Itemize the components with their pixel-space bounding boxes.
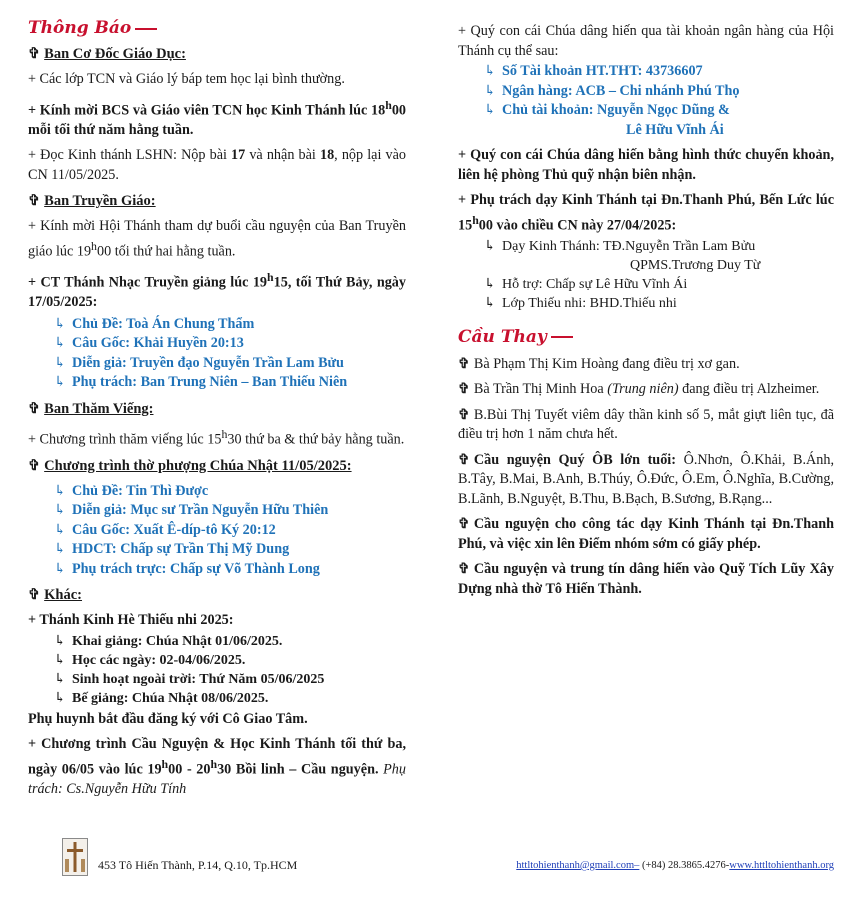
heading-ban-co-doc-giao-duc: ✞ Ban Cơ Đốc Giáo Dục: bbox=[28, 46, 186, 62]
teaching-duty-list bbox=[458, 237, 834, 313]
prayer-item: ✞ Bà Trần Thị Minh Hoa (Trung niên) đang điều trị Alzheimer. bbox=[458, 380, 834, 400]
list-item: ↳ Lớp Thiếu nhi: BHD.Thiếu nhi bbox=[484, 295, 677, 311]
cross-icon: ✞ bbox=[28, 46, 41, 62]
arrow-icon: ↳ bbox=[54, 354, 66, 371]
list-item: ↳ Khai giảng: Chúa Nhật 01/06/2025. bbox=[54, 633, 283, 649]
heading-ban-tham-vieng: ✞ Ban Thăm Viếng: bbox=[28, 400, 154, 417]
cross-icon: ✞ bbox=[458, 355, 470, 372]
section-title-thong-bao: Thông Báo bbox=[28, 18, 157, 38]
prayer-item: ✞ Cầu nguyện và trung tín dâng hiến vào Quỹ Tích Lũy Xây Dựng nhà thờ Tô Hiến Thành. bbox=[458, 561, 834, 597]
arrow-icon: ↳ bbox=[54, 502, 66, 519]
church-logo bbox=[62, 838, 88, 876]
arrow-icon: ↳ bbox=[484, 276, 496, 292]
list-item: ↳ Câu Gốc: Khải Huyền 20:13 bbox=[54, 334, 406, 354]
notice-bcs-bible-study: + Kính mời BCS và Giáo viên TCN học Kinh Thánh lúc 18$^h$00 mỗi tối thứ năm hằng tuần. bbox=[28, 97, 406, 138]
prayer-item: ✞ Cầu nguyện cho công tác dạy Kinh Thánh tại Đn.Thanh Phú, và việc xin lên Điểm nhóm sớm có giấy phép. bbox=[458, 516, 834, 552]
cross-icon: ✞ bbox=[458, 381, 470, 398]
list-item: ↳ Diễn giả: Truyền đạo Nguyễn Trần Lam Bửu bbox=[54, 354, 406, 374]
arrow-icon: ↳ bbox=[54, 652, 66, 668]
arrow-icon: ↳ bbox=[54, 374, 66, 391]
summer-bible-list bbox=[28, 632, 406, 708]
phone-number: (+84) 28.3865.4276- bbox=[639, 860, 730, 871]
cross-icon: ✞ bbox=[28, 193, 41, 210]
list-item: ↳ Số Tài khoản HT.THT: 43736607 bbox=[484, 62, 834, 82]
list-item: ↳ Ngân hàng: ACB – Chi nhánh Phú Thọ bbox=[484, 82, 834, 102]
arrow-icon: ↳ bbox=[54, 482, 66, 499]
account-holder-cont: Lê Hữu Vĩnh Ái bbox=[626, 121, 724, 138]
list-item: ↳ Câu Gốc: Xuất Ê-díp-tô Ký 20:12 bbox=[54, 521, 406, 541]
cross-icon: ✞ bbox=[458, 451, 470, 468]
arrow-icon: ↳ bbox=[54, 335, 66, 352]
list-item: ↳ Hỗ trợ: Chấp sự Lê Hữu Vĩnh Ái bbox=[484, 276, 688, 292]
prayer-item: ✞ B.Bùi Thị Tuyết viêm dây thần kinh số 5, mắt giựt liên tục, đã điều trị hơn 1 năm chưa hết. bbox=[458, 406, 834, 443]
notice-parent-registration: Phụ huynh bắt đầu đăng ký với Cô Giao Tâm. bbox=[28, 710, 308, 727]
left-column bbox=[28, 0, 406, 806]
cross-icon: ✞ bbox=[458, 516, 470, 533]
arrow-icon: ↳ bbox=[54, 315, 66, 332]
list-item: ↳ Chủ Đề: Tin Thì Được bbox=[54, 482, 406, 502]
cross-icon: ✞ bbox=[458, 406, 470, 423]
arrow-icon: ↳ bbox=[54, 633, 66, 649]
footer bbox=[62, 838, 834, 878]
cross-icon: ✞ bbox=[458, 561, 470, 578]
cross-icon: ✞ bbox=[28, 400, 41, 417]
list-item: ↳ Chủ Đề: Toà Án Chung Thẩm bbox=[54, 315, 406, 335]
list-item: ↳ Bế giảng: Chúa Nhật 08/06/2025. bbox=[54, 690, 269, 706]
cross-icon: ✞ bbox=[28, 457, 41, 474]
worship-program-list bbox=[28, 482, 406, 580]
list-item: ↳ Học các ngày: 02-04/06/2025. bbox=[54, 652, 246, 668]
email-link[interactable]: httltohienthanh@gmail.com– bbox=[516, 860, 640, 871]
list-item: ↳ Phụ trách: Ban Trung Niên – Ban Thiếu Niên bbox=[54, 373, 406, 393]
notice-bank-transfer: + Quý con cái Chúa dâng hiến qua tài khoản ngân hàng của Hội Thánh cụ thể sau: bbox=[458, 23, 834, 59]
prayer-item: ✞ Cầu nguyện Quý ÔB lớn tuổi: Ô.Nhơn, Ô.Khải, B.Ánh, B.Tây, B.Mai, B.Anh, B.Thúy, Ô.Đức, Ô.Em, Ô.Nghĩa, B.Cường, B.Lãnh, B.Nguyệt, B.Thu, B.Bạch, B.Sương, B.Rạng... bbox=[458, 451, 834, 507]
arrow-icon: ↳ bbox=[484, 295, 496, 311]
notice-summer-bible: + Thánh Kinh Hè Thiếu nhi 2025: bbox=[28, 612, 234, 629]
arrow-icon: ↳ bbox=[54, 671, 66, 687]
list-item: ↳ HDCT: Chấp sự Trần Thị Mỹ Dung bbox=[54, 540, 406, 560]
heading-khac: ✞ Khác: bbox=[28, 587, 83, 604]
notice-tuesday-prayer: + Chương trình Cầu Nguyện & Học Kinh Thánh tối thứ ba, ngày 06/05 vào lúc 19$^h$00 - 20$^h$30 Bồi linh – Cầu nguyện. Phụ trách: Cs.Nguyễn Hữu Tính bbox=[28, 736, 406, 798]
list-item: ↳ Diễn giả: Mục sư Trần Nguyễn Hữu Thiên bbox=[54, 501, 406, 521]
notice-treasurer: + Quý con cái Chúa dâng hiến bằng hình thức chuyển khoản, liên hệ phòng Thủ quỹ nhận biên nhận. bbox=[458, 147, 834, 183]
list-item: QPMS.Trương Duy Từ bbox=[630, 257, 761, 273]
right-column bbox=[458, 0, 834, 605]
website-link[interactable]: www.httltohienthanh.org bbox=[729, 860, 834, 871]
list-item: ↳ Dạy Kinh Thánh: TĐ.Nguyễn Trần Lam Bửu bbox=[484, 238, 756, 254]
arrow-icon: ↳ bbox=[54, 521, 66, 538]
contact-info bbox=[516, 860, 834, 871]
bank-info-list bbox=[458, 62, 834, 140]
list-item: ↳ Chủ tài khoản: Nguyễn Ngọc Dũng & bbox=[484, 101, 834, 121]
arrow-icon: ↳ bbox=[484, 102, 496, 118]
arrow-icon: ↳ bbox=[54, 690, 66, 706]
notice-prayer-meeting: + Kính mời Hội Thánh tham dự buổi cầu nguyện của Ban Truyền giáo lúc 19$^h$00 tối thứ hai hằng tuần. bbox=[28, 218, 406, 260]
arrow-icon: ↳ bbox=[484, 82, 496, 99]
notice-lshn-reading: + Đọc Kinh thánh LSHN: Nộp bài 17 và nhận bài 18, nộp lại vào CN 11/05/2025. bbox=[28, 147, 406, 183]
heading-ban-truyen-giao: ✞ Ban Truyền Giáo: bbox=[28, 193, 156, 210]
music-program-list bbox=[28, 315, 406, 393]
section-title-cau-thay: Cầu Thay bbox=[458, 327, 573, 347]
notice-music-program: + CT Thánh Nhạc Truyền giảng lúc 19$^h$15, tối Thứ Bảy, ngày 17/05/2025: bbox=[28, 269, 406, 311]
notice-tcn-classes: + Các lớp TCN và Giáo lý báp tem học lại bình thường. bbox=[28, 71, 345, 87]
notice-teaching-duty: + Phụ trách dạy Kinh Thánh tại Đn.Thanh Phú, Bến Lức lúc 15$^h$00 vào chiều CN này 27/04/2025: bbox=[458, 192, 834, 234]
arrow-icon: ↳ bbox=[54, 560, 66, 577]
arrow-icon: ↳ bbox=[484, 238, 496, 254]
arrow-icon: ↳ bbox=[484, 63, 496, 79]
church-address: 453 Tô Hiến Thành, P.14, Q.10, Tp.HCM bbox=[98, 858, 298, 872]
list-item: ↳ Phụ trách trực: Chấp sự Võ Thành Long bbox=[54, 560, 406, 580]
heading-worship-program: ✞ Chương trình thờ phượng Chúa Nhật 11/05/2025: bbox=[28, 457, 352, 474]
list-item: ↳ Sinh hoạt ngoài trời: Thứ Năm 05/06/2025 bbox=[54, 671, 325, 687]
prayer-item: ✞ Bà Phạm Thị Kim Hoàng đang điều trị xơ gan. bbox=[458, 355, 834, 375]
notice-visiting: + Chương trình thăm viếng lúc 15$^h$30 thứ ba & thứ bảy hằng tuần. bbox=[28, 426, 405, 448]
cross-icon: ✞ bbox=[28, 587, 41, 604]
arrow-icon: ↳ bbox=[54, 541, 66, 558]
